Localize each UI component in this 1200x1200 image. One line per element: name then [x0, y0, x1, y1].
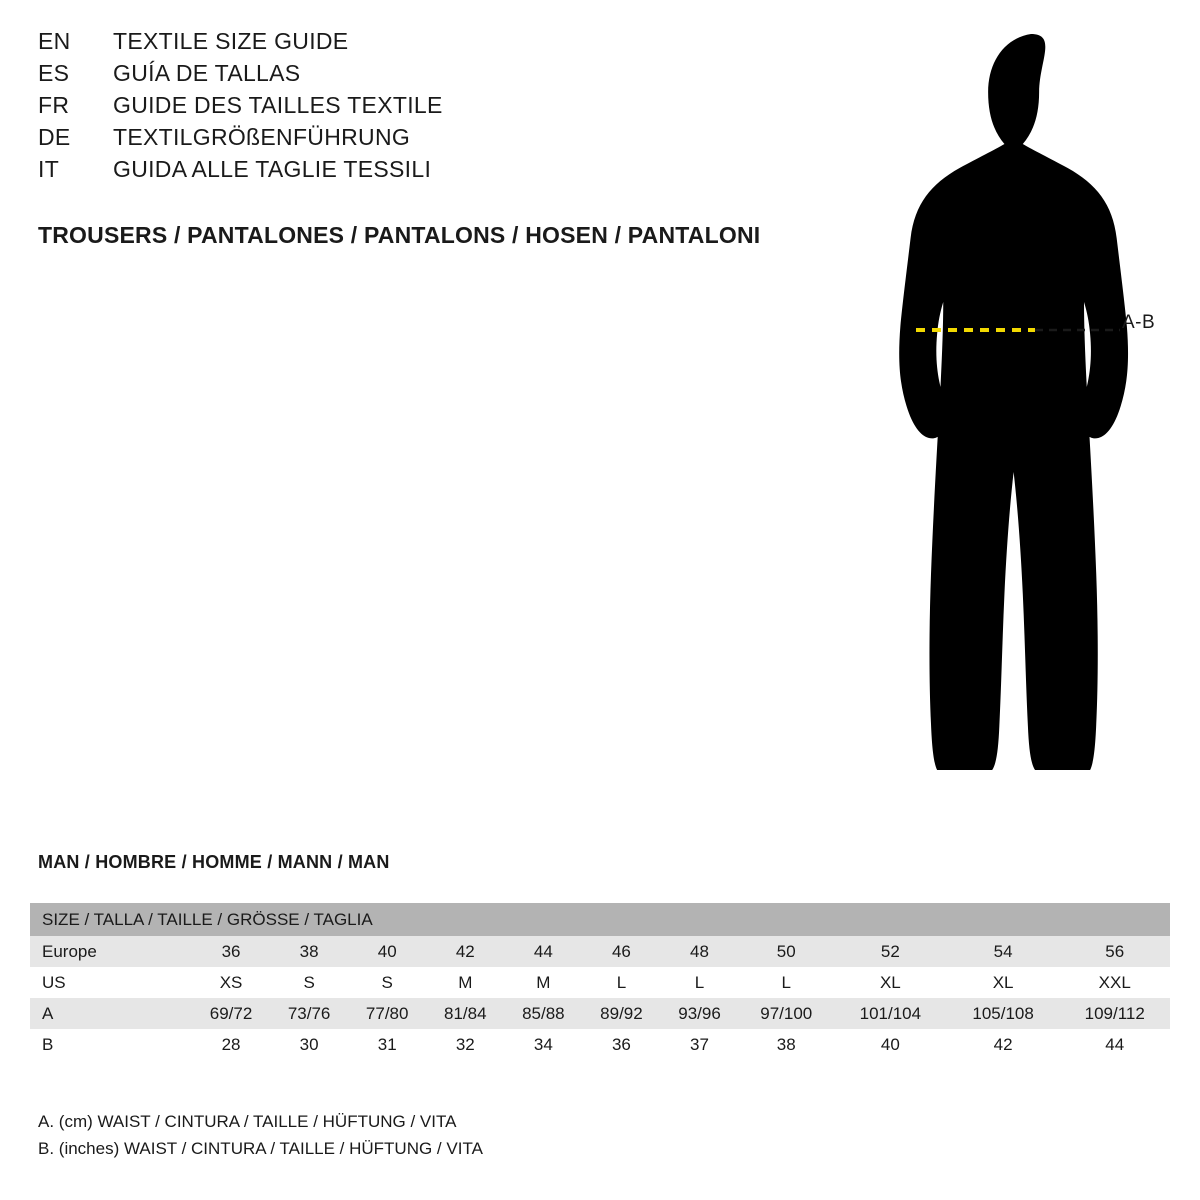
table-cell: 40 [348, 936, 426, 967]
table-cell: 81/84 [426, 998, 504, 1029]
language-code: ES [38, 60, 70, 86]
table-cell: XXL [1060, 967, 1171, 998]
table-cell: 85/88 [504, 998, 582, 1029]
row-label: A [30, 998, 192, 1029]
table-cell: XL [834, 967, 947, 998]
table-cell: 97/100 [739, 998, 834, 1029]
table-cell: 101/104 [834, 998, 947, 1029]
table-cell: 37 [660, 1029, 738, 1060]
table-cell: S [270, 967, 348, 998]
language-title: TEXTILGRÖßENFÜHRUNG [113, 124, 411, 150]
table-cell: 28 [192, 1029, 270, 1060]
male-silhouette-icon [820, 20, 1200, 810]
measurement-footnotes [38, 1108, 483, 1162]
table-cell: 52 [834, 936, 947, 967]
language-row [38, 28, 798, 60]
table-cell: 31 [348, 1029, 426, 1060]
language-row [38, 156, 798, 188]
table-cell: L [739, 967, 834, 998]
table-cell: 30 [270, 1029, 348, 1060]
table-cell: 105/108 [947, 998, 1060, 1029]
table-cell: 48 [660, 936, 738, 967]
table-cell: 73/76 [270, 998, 348, 1029]
table-cell: 77/80 [348, 998, 426, 1029]
size-table [30, 903, 1170, 1060]
table-cell: XL [947, 967, 1060, 998]
body-figure [820, 20, 1200, 810]
table-cell: XS [192, 967, 270, 998]
table-cell: 40 [834, 1029, 947, 1060]
language-row [38, 60, 798, 92]
table-cell: M [426, 967, 504, 998]
table-cell: 32 [426, 1029, 504, 1060]
table-cell: 54 [947, 936, 1060, 967]
footnote-b: B. (inches) WAIST / CINTURA / TAILLE / HÜFTUNG / VITA [38, 1139, 483, 1158]
table-cell: 38 [270, 936, 348, 967]
table-row [30, 967, 1170, 998]
table-cell: 42 [426, 936, 504, 967]
table-cell: 42 [947, 1029, 1060, 1060]
table-cell: 50 [739, 936, 834, 967]
language-row [38, 124, 798, 156]
language-title: GUIDA ALLE TAGLIE TESSILI [113, 156, 432, 182]
language-code: IT [38, 156, 60, 182]
table-cell: 109/112 [1060, 998, 1171, 1029]
table-header-row [30, 903, 1170, 936]
table-cell: 46 [582, 936, 660, 967]
row-label: B [30, 1029, 192, 1060]
table-cell: M [504, 967, 582, 998]
language-row [38, 92, 798, 124]
language-title: GUÍA DE TALLAS [113, 60, 301, 86]
language-header-list [38, 28, 798, 188]
table-cell: 44 [1060, 1029, 1171, 1060]
language-title: TEXTILE SIZE GUIDE [113, 28, 349, 54]
table-row [30, 1029, 1170, 1060]
table-cell: S [348, 967, 426, 998]
language-code: FR [38, 92, 70, 118]
table-cell: 89/92 [582, 998, 660, 1029]
row-label: US [30, 967, 192, 998]
table-cell: 34 [504, 1029, 582, 1060]
language-title: GUIDE DES TAILLES TEXTILE [113, 92, 443, 118]
table-group-heading: MAN / HOMBRE / HOMME / MANN / MAN [38, 852, 390, 872]
table-cell: 36 [582, 1029, 660, 1060]
table-cell: L [660, 967, 738, 998]
table-cell: 36 [192, 936, 270, 967]
table-cell: L [582, 967, 660, 998]
table-cell: 56 [1060, 936, 1171, 967]
table-cell: 44 [504, 936, 582, 967]
table-cell: 69/72 [192, 998, 270, 1029]
language-code: DE [38, 124, 71, 150]
language-code: EN [38, 28, 71, 54]
table-row [30, 998, 1170, 1029]
table-cell: 93/96 [660, 998, 738, 1029]
row-label: Europe [30, 936, 192, 967]
garment-type-title: TROUSERS / PANTALONES / PANTALONS / HOSEN / PANTALONI [38, 222, 761, 248]
measure-label-ab: A-B [1122, 312, 1156, 333]
table-header-label: SIZE / TALLA / TAILLE / GRÖSSE / TAGLIA [30, 903, 1170, 936]
table-cell: 38 [739, 1029, 834, 1060]
footnote-a: A. (cm) WAIST / CINTURA / TAILLE / HÜFTUNG / VITA [38, 1112, 457, 1131]
table-row [30, 936, 1170, 967]
